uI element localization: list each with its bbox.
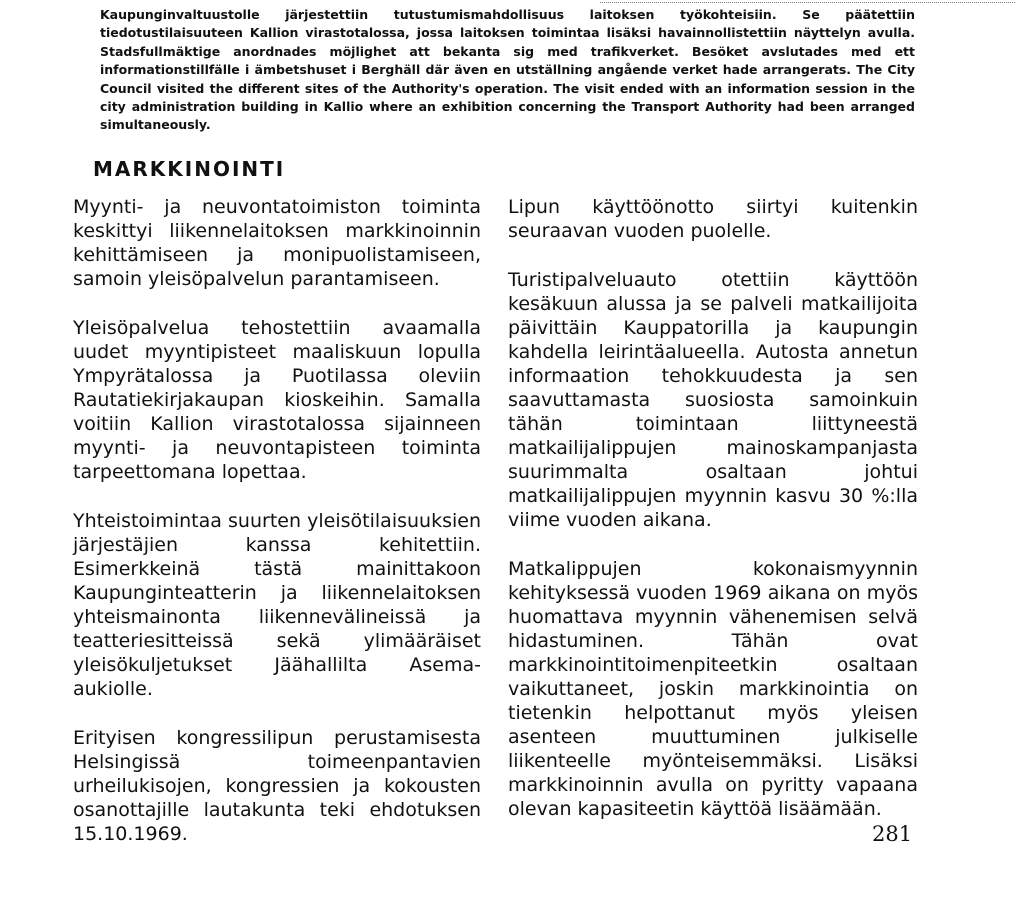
paragraph: Matkalippujen kokonaismyynnin kehityksessä vuoden 1969 aikana on myös huomattava myynnin vähenemisen selvä hidastuminen. Tähän ovat markkinointitoimenpiteetkin osaltaan vaikuttaneet, joskin markkinointia on tietenkin helpottanut myös yleisen asenteen muuttuminen julkiselle liikenteelle myönteisemmäksi. Lisäksi markkinoinnin avulla on pyritty vapaana olevan kapasiteetin käyttöä lisäämään. [508,558,918,820]
caption-finnish: Kaupunginvaltuustolle järjestettiin tutustumismahdollisuus laitoksen työkohteisiin. Se päätettiin tiedotustilaisuuteen Kallion virastotalossa, jossa laitoksen toimintaa lisäksi havainnollistettiin näyttelyn avulla. [100,7,915,41]
photo-caption [100,6,915,135]
caption-english: The City Council visited the different sites of the Authority's operation. The visit ended with an information session in the city administration building in Kallio where an exhibition concerning the Transport Authority had been arranged simultaneously. [100,62,915,133]
left-column [73,195,481,871]
top-dotted-rule [600,2,1015,3]
paragraph: Turistipalveluauto otettiin käyttöön kesäkuun alussa ja se palveli matkailijoita päivittäin Kauppatorilla ja kaupungin kahdella leirintäalueella. Autosta annetun informaation tehokkuudesta ja sen saavuttamasta suosiosta samoinkuin tähän toimintaan liittyneestä matkailijalippujen mainoskampanjasta suurimmalta osaltaan johtui matkailijalippujen myynnin kasvu 30 %:lla viime vuoden aikana. [508,269,918,531]
right-column [508,195,918,846]
paragraph: Lipun käyttöönotto siirtyi kuitenkin seuraavan vuoden puolelle. [508,196,918,242]
paragraph: Yhteistoimintaa suurten yleisötilaisuuksien järjestäjien kanssa kehitettiin. Esimerkkeinä tästä mainittakoon Kaupunginteatterin ja liikennelaitoksen yhteismainonta liikennevälineissä ja teatteriesitteissä sekä ylimääräiset yleisökuljetukset Jäähallilta Asema-aukiolle. [73,510,481,700]
section-heading: MARKKINOINTI [93,157,286,181]
paragraph: Yleisöpalvelua tehostettiin avaamalla uudet myyntipisteet maaliskuun lopulla Ympyrätalossa ja Puotilassa oleviin Rautatiekirjakaupan kioskeihin. Samalla voitiin Kallion virastotalossa sijainneen myynti- ja neuvontapisteen toiminta tarpeettomana lopettaa. [73,317,481,483]
page-number: 281 [872,822,913,846]
paragraph: Erityisen kongressilipun perustamisesta Helsingissä toimeenpantavien urheilukisojen, kongressien ja kokousten osanottajille lautakunta teki ehdotuksen 15.10.1969. [73,727,481,845]
caption-swedish: Stadsfullmäktige anordnades möjlighet att bekanta sig med trafikverket. Besöket avslutades med ett informationstillfälle i ämbetshuset i Berghäll där även en utställning angående verket hade arrangerats. [100,43,915,78]
paragraph: Myynti- ja neuvontatoimiston toiminta keskittyi liikennelaitoksen markkinoinnin kehittämiseen ja monipuolistamiseen, samoin yleisöpalvelun parantamiseen. [73,196,481,290]
